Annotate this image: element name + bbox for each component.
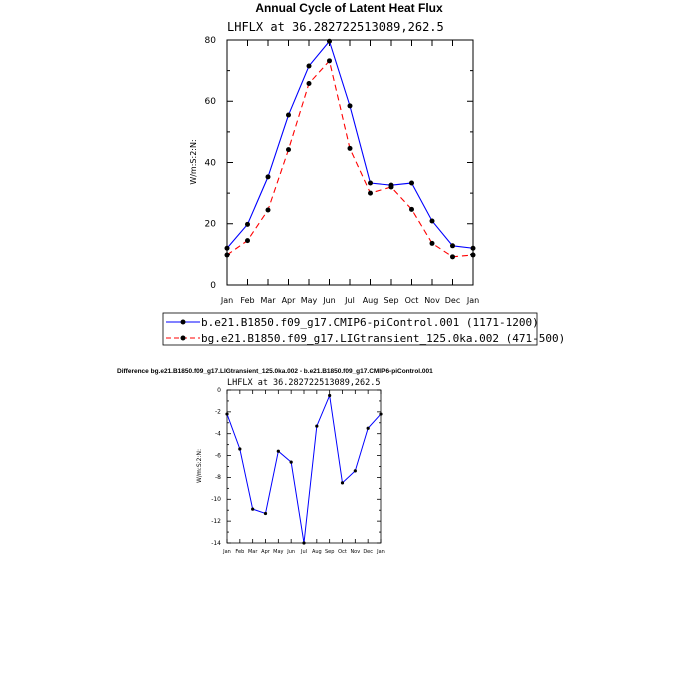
series-1-point: [266, 174, 271, 179]
x-tick-label: Jan: [220, 296, 234, 305]
y-tick-label: 40: [204, 158, 216, 169]
series-1-point: [341, 481, 344, 484]
bottom-plot-frame: [227, 390, 381, 543]
series-1-point: [286, 113, 291, 118]
series-1-point: [327, 39, 332, 44]
series-2-point: [286, 147, 291, 152]
y-tick-label: -14: [211, 539, 221, 547]
series-2-point: [450, 254, 455, 259]
legend-marker-blue: [181, 320, 186, 325]
series-2-point: [389, 185, 394, 190]
series-2-point: [471, 252, 476, 257]
x-tick-label: Oct: [404, 296, 419, 305]
bottom-chart: [117, 368, 433, 555]
x-tick-label: Jan: [466, 296, 480, 305]
legend-marker-red: [181, 336, 186, 341]
bottom-chart-title: Difference bg.e21.B1850.f09_g17.LIGtransient_125.0ka.002 - b.e21.B1850.f09_g17.CMIP6-piControl.001: [117, 368, 433, 375]
series-1-point: [302, 541, 305, 544]
top-chart-subtitle: LHFLX at 36.282722513089,262.5: [227, 20, 444, 34]
top-chart: [163, 1, 565, 345]
series-1-point: [245, 222, 250, 227]
legend-label-series-2: bg.e21.B1850.f09_g17.LIGtransient_125.0ka.002 (471-500): [201, 332, 566, 345]
series-2-point: [409, 207, 414, 212]
series-1-point: [328, 394, 331, 397]
y-tick-label: 0: [217, 386, 221, 394]
series-2-point: [225, 252, 230, 257]
series-2-point: [307, 81, 312, 86]
top-series-group: [225, 39, 476, 260]
bottom-chart-subtitle: LHFLX at 36.282722513089,262.5: [227, 378, 381, 388]
x-tick-label: Jan: [223, 549, 231, 555]
x-tick-label: Jan: [377, 549, 385, 555]
x-tick-label: Mar: [260, 296, 276, 305]
series-1-point: [307, 64, 312, 69]
series-line-1: [227, 395, 381, 543]
series-1-point: [430, 218, 435, 223]
y-tick-label: 80: [204, 35, 216, 46]
series-1-point: [354, 469, 357, 472]
series-1-point: [450, 243, 455, 248]
x-tick-label: Feb: [240, 296, 255, 305]
x-tick-label: Jul: [345, 296, 355, 305]
y-tick-label: -6: [215, 452, 221, 460]
x-tick-label: May: [300, 296, 318, 305]
y-tick-label: -4: [215, 430, 221, 438]
series-1-point: [277, 450, 280, 453]
series-1-point: [238, 447, 241, 450]
series-1-point: [315, 424, 318, 427]
series-2-point: [266, 207, 271, 212]
series-1-point: [471, 246, 476, 251]
series-2-point: [368, 191, 373, 196]
x-tick-label: Jul: [300, 549, 308, 555]
bottom-axis-ticks: [211, 387, 385, 555]
y-tick-label: 60: [204, 97, 216, 108]
x-tick-label: Mar: [247, 549, 258, 555]
x-tick-label: Nov: [350, 549, 361, 555]
x-tick-label: Feb: [235, 549, 245, 555]
series-line-2: [227, 61, 473, 257]
x-tick-label: Dec: [444, 296, 461, 305]
y-tick-label: -12: [211, 517, 221, 525]
top-chart-title: Annual Cycle of Latent Heat Flux: [255, 1, 443, 15]
legend-label-series-1: b.e21.B1850.f09_g17.CMIP6-piControl.001 (1171-1200): [201, 316, 539, 329]
series-1-point: [290, 461, 293, 464]
series-2-point: [245, 238, 250, 243]
series-1-point: [367, 427, 370, 430]
y-tick-label: -2: [215, 408, 221, 416]
series-1-point: [379, 412, 382, 415]
x-tick-label: Sep: [324, 549, 335, 555]
series-1-point: [368, 181, 373, 186]
top-legend: [163, 313, 565, 345]
series-1-point: [348, 103, 353, 108]
series-1-point: [251, 508, 254, 511]
bottom-y-axis-label: W/m:S:2:N:: [196, 449, 203, 483]
x-tick-label: Jun: [323, 296, 336, 305]
y-tick-label: -8: [215, 474, 221, 482]
x-tick-label: Aug: [311, 549, 322, 555]
y-tick-label: 20: [204, 219, 216, 230]
y-tick-label: 0: [210, 280, 216, 291]
x-tick-label: May: [273, 549, 284, 555]
x-tick-label: Oct: [338, 549, 347, 555]
x-tick-label: Sep: [383, 296, 399, 305]
x-tick-label: Nov: [424, 296, 440, 305]
top-plot-frame: [227, 40, 473, 285]
x-tick-label: Apr: [261, 549, 270, 555]
series-1-point: [264, 512, 267, 515]
series-1-point: [225, 412, 228, 415]
x-tick-label: Apr: [281, 296, 296, 305]
series-1-point: [409, 181, 414, 186]
series-1-point: [225, 246, 230, 251]
top-y-axis-label: W/m:S:2:N:: [189, 139, 198, 185]
series-2-point: [430, 241, 435, 246]
series-line-1: [227, 41, 473, 248]
x-tick-label: Dec: [363, 549, 374, 555]
series-2-point: [327, 58, 332, 63]
x-tick-label: Aug: [362, 296, 379, 305]
y-tick-label: -10: [211, 496, 221, 504]
series-2-point: [348, 146, 353, 151]
bottom-series-group: [225, 394, 382, 545]
top-axis-ticks: [205, 36, 480, 305]
x-tick-label: Jun: [287, 549, 296, 555]
